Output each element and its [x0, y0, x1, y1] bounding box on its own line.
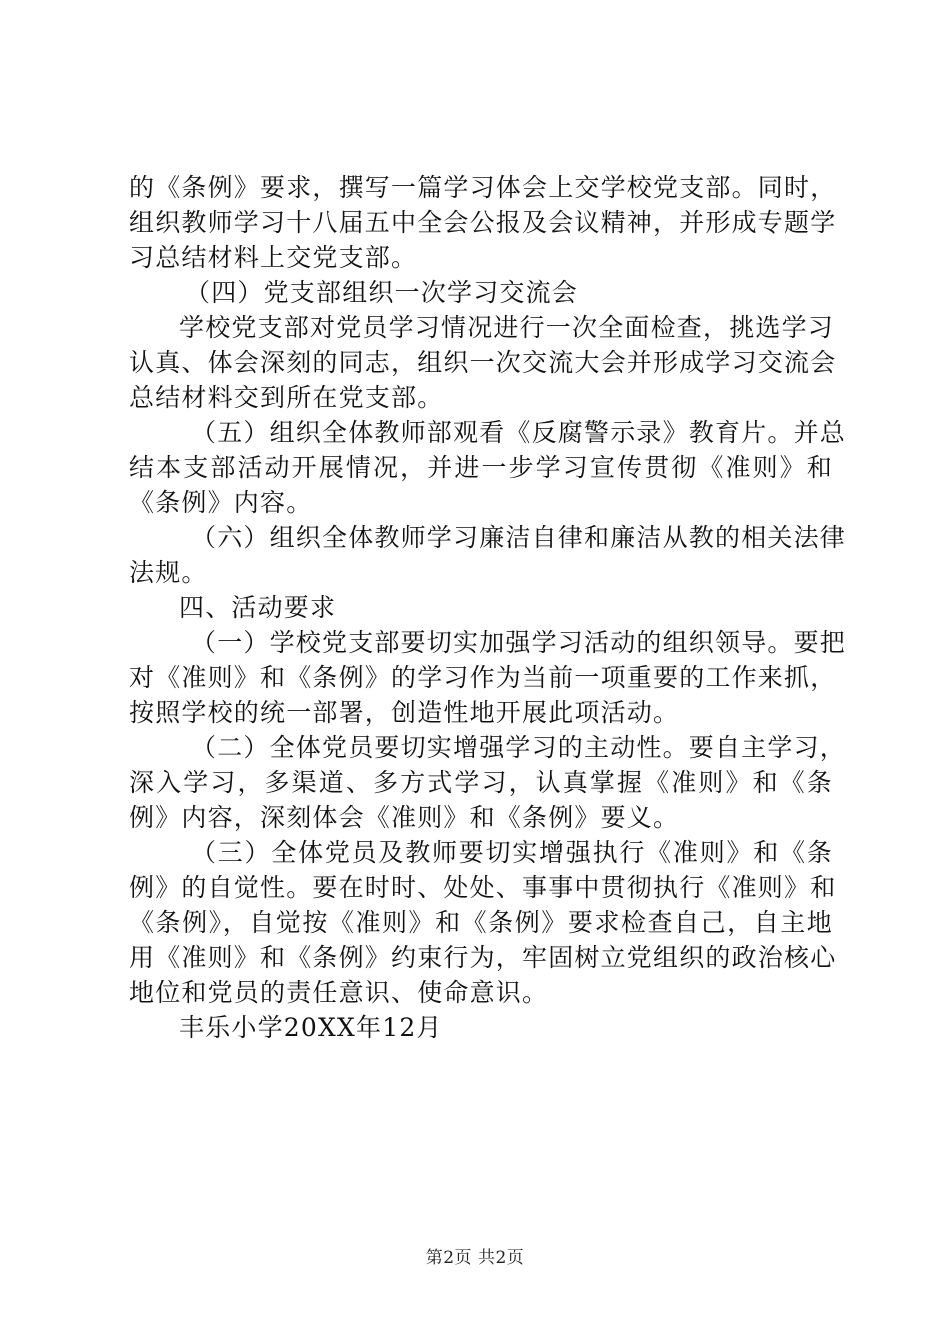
section-heading: 四、活动要求 — [179, 593, 337, 622]
text-line: 《条例》，自觉按《准则》和《条例》要求检查自己，自主地 — [129, 908, 833, 937]
text-line: 习总结材料上交党支部。 — [129, 243, 418, 272]
signature-date: 丰乐小学20XX年12月 — [179, 1013, 443, 1042]
text-line: 认真、体会深刻的同志，组织一次交流大会并形成学习交流会 — [129, 348, 837, 377]
section-heading: （四）党支部组织一次学习交流会 — [185, 278, 579, 307]
text-line: 《条例》内容。 — [129, 488, 313, 517]
text-line: 深入学习，多渠道、多方式学习，认真掌握《准则》和《条 — [129, 768, 833, 797]
text-line: 结本支部活动开展情况，并进一步学习宣传贯彻《准则》和 — [129, 453, 833, 482]
text-line: （六）组织全体教师学习廉洁自律和廉洁从教的相关法律 — [191, 523, 847, 552]
text-line: 按照学校的统一部署，创造性地开展此项活动。 — [129, 698, 680, 727]
text-line: 例》的自觉性。要在时时、处处、事事中贯彻执行《准则》和 — [129, 873, 837, 902]
text-line: 对《准则》和《条例》的学习作为当前一项重要的工作来抓， — [129, 663, 837, 692]
text-line: （五）组织全体教师部观看《反腐警示录》教育片。并总 — [191, 418, 847, 447]
text-line: 总结材料交到所在党支部。 — [129, 383, 444, 412]
text-line: 组织教师学习十八届五中全会公报及会议精神，并形成专题学 — [129, 208, 837, 237]
text-line: 例》内容，深刻体会《准则》和《条例》要义。 — [129, 803, 680, 832]
text-line: 地位和党员的责任意识、使命意识。 — [129, 978, 549, 1007]
text-line: （二）全体党员要切实增强学习的主动性。要自主学习， — [191, 733, 847, 762]
document-body — [129, 170, 847, 1045]
text-line: （一）学校党支部要切实加强学习活动的组织领导。要把 — [191, 628, 847, 657]
text-line: （三）全体党员及教师要切实增强执行《准则》和《条 — [191, 838, 833, 867]
text-line: 的《条例》要求，撰写一篇学习体会上交学校党支部。同时， — [129, 173, 837, 202]
page-number-footer: 第2页 共2页 — [425, 1248, 525, 1268]
text-line: 法规。 — [129, 558, 208, 587]
text-line: 用《准则》和《条例》约束行为，牢固树立党组织的政治核心 — [129, 943, 837, 972]
text-line: 学校党支部对党员学习情况进行一次全面检查，挑选学习 — [179, 313, 835, 342]
